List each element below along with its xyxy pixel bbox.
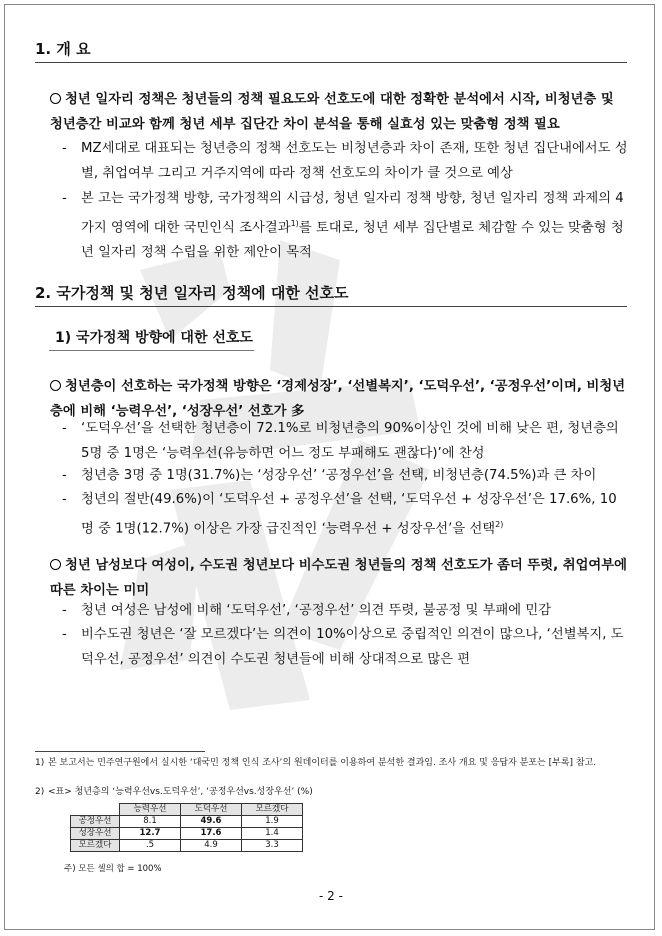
footnote-2-text: <표> 청년층의 ‘능력우선vs.도덕우선’, ‘공정우선vs.성장우선’ (%) [48, 787, 313, 797]
overview-bullet-1-text: MZ세대로 대표되는 청년층의 정책 선호도는 비청년층과 차이 존재, 또한 청년 집단내에서도 성별, 취업여부 그리고 거주지역에 따라 정책 선호도의 차이가 클 것으로 예상 [81, 141, 628, 181]
footnote-ref-2[interactable]: 2) [495, 520, 504, 529]
policy-preference-point-2 [50, 553, 628, 603]
dash-icon: - [62, 627, 67, 642]
table-row-header: 성장우선 [71, 828, 120, 840]
overview-bullet-2-text [62, 186, 628, 265]
table-cell: 17.6 [181, 828, 242, 840]
policy-bullet-1-text: ‘도덕우선’을 선택한 청년층이 72.1%로 비청년층의 90%이상인 것에 비해 낮은 편, 청년층의 5명 중 1명은 ‘능력우선(유능하면 어느 정도 부패해도 괜찮다)’에 찬성 [81, 421, 619, 461]
policy-bullet-5-text: 비수도권 청년은 ‘잘 모르겠다’는 의견이 10%이상으로 중립적인 의견이 많으나, ‘선별복지, 도덕우선, 공정우선’ 의견이 수도권 청년들에 비해 상대적으로 많은 편 [81, 627, 624, 667]
table-header-row [71, 804, 303, 816]
overview-bullet-2-text-a: 본 고는 국가정책 방향, 국가정책의 시급성, 청년 일자리 정책 방향, 청년 일자리 정책 과제의 4가지 영역에 대한 국민인식 조사결과 [81, 191, 624, 236]
subsection-1-title: 1) 국가정책 방향에 대한 선호도 [55, 330, 253, 346]
footnote-divider [35, 751, 205, 752]
circle-bullet-icon [50, 559, 61, 570]
dash-icon: - [62, 603, 67, 618]
overview-main-point [50, 87, 628, 137]
section-2-rule [35, 306, 627, 307]
footnote-table [70, 803, 303, 852]
section-2-heading [35, 282, 349, 303]
subsection-1-heading [55, 327, 253, 347]
circle-bullet-icon [50, 380, 61, 391]
footnote-ref-1[interactable]: 1) [290, 219, 299, 228]
policy-preference-point-1-text: 청년층이 선호하는 국가정책 방향은 ‘경제성장’, ‘선별복지’, ‘도덕우선’, ‘공정우선’이며, 비청년층에 비해 ‘능력우선’, ‘성장우선’ 선호가 多 [50, 379, 626, 419]
table-row [71, 828, 303, 840]
table-col-header: 도덕우선 [181, 804, 242, 816]
section-1-title: 1. 개 요 [35, 40, 91, 58]
dash-icon: - [62, 421, 67, 436]
policy-bullet-5 [62, 622, 628, 672]
table-cell: .5 [120, 840, 181, 852]
policy-bullet-3-text-a: 청년의 절반(49.6%)이 ‘도덕우선 + 공정우선’을 선택, ‘도덕우선 + 성장우선’은 17.6%, 10명 중 1명(12.7%) 이상은 가장 급진적인 ‘능력우선 + 성장우선’을 선택 [81, 492, 617, 537]
overview-main-text: 청년 일자리 정책은 청년들의 정책 필요도와 선호도에 대한 정확한 분석에서 시작, 비청년층 및 청년층간 비교와 함께 청년 세부 집단간 차이 분석을 통해 실효성 있는 맞춤형 정책 필요 [50, 92, 614, 132]
table-cell: 1.4 [242, 828, 303, 840]
table-col-header: 능력우선 [120, 804, 181, 816]
policy-bullet-2 [62, 463, 628, 488]
table-cell: 49.6 [181, 816, 242, 828]
dash-icon: - [62, 191, 67, 206]
table-row-header: 공정우선 [71, 816, 120, 828]
dash-icon: - [62, 468, 67, 483]
dash-icon: - [62, 141, 67, 156]
policy-bullet-4-text: 청년 여성은 남성에 비해 ‘도덕우선’, ‘공정우선’ 의견 뚜렷, 불공정 및 부패에 민감 [81, 603, 552, 618]
footnote-2 [35, 786, 625, 799]
section-1-heading [35, 38, 91, 59]
policy-bullet-2-text: 청년층 3명 중 1명(31.7%)는 ‘성장우선’ ‘공정우선’을 선택, 비청년층(74.5%)과 큰 차이 [81, 468, 597, 483]
page-number: - 2 - [319, 889, 343, 903]
table-cell: 12.7 [120, 828, 181, 840]
footnote-1-text: 본 보고서는 민주연구원에서 실시한 ‘대국민 정책 인식 조사’의 원데이터를 이용하여 분석한 결과임. 조사 개요 및 응답자 분포는 [부록] 참고. [48, 758, 597, 768]
policy-bullet-1 [62, 416, 628, 466]
circle-bullet-icon [50, 93, 61, 104]
table-cell: 1.9 [242, 816, 303, 828]
section-1-rule [35, 62, 627, 63]
overview-bullet-2 [62, 186, 628, 265]
table-row [71, 816, 303, 828]
table-note: 주) 모든 셀의 합 = 100% [64, 864, 162, 874]
overview-bullet-2-text-b: 를 토대로, 청년 세부 집단별로 체감할 수 있는 맞춤형 청년 일자리 정책 수립을 위한 제안이 목적 [81, 220, 624, 261]
table-row [71, 840, 303, 852]
footnote-1 [35, 757, 625, 770]
table-row-header: 모르겠다 [71, 840, 120, 852]
table-cell: 4.9 [181, 840, 242, 852]
policy-bullet-3-text [62, 487, 628, 541]
section-2-title: 2. 국가정책 및 청년 일자리 정책에 대한 선호도 [35, 284, 349, 302]
subsection-1-rule [49, 350, 254, 351]
policy-bullet-4 [62, 598, 628, 623]
overview-bullet-1 [62, 136, 628, 186]
table-cell: 3.3 [242, 840, 303, 852]
table-corner-cell [71, 804, 120, 816]
footnote-2-number: 2) [35, 787, 45, 797]
table-col-header: 모르겠다 [242, 804, 303, 816]
dash-icon: - [62, 492, 67, 507]
policy-preference-point-2-text: 청년 남성보다 여성이, 수도권 청년보다 비수도권 청년들의 정책 선호도가 좀더 뚜렷, 취업여부에 따른 차이는 미미 [50, 558, 627, 598]
footnote-1-number: 1) [35, 758, 45, 768]
table-cell: 8.1 [120, 816, 181, 828]
policy-bullet-3 [62, 487, 628, 541]
